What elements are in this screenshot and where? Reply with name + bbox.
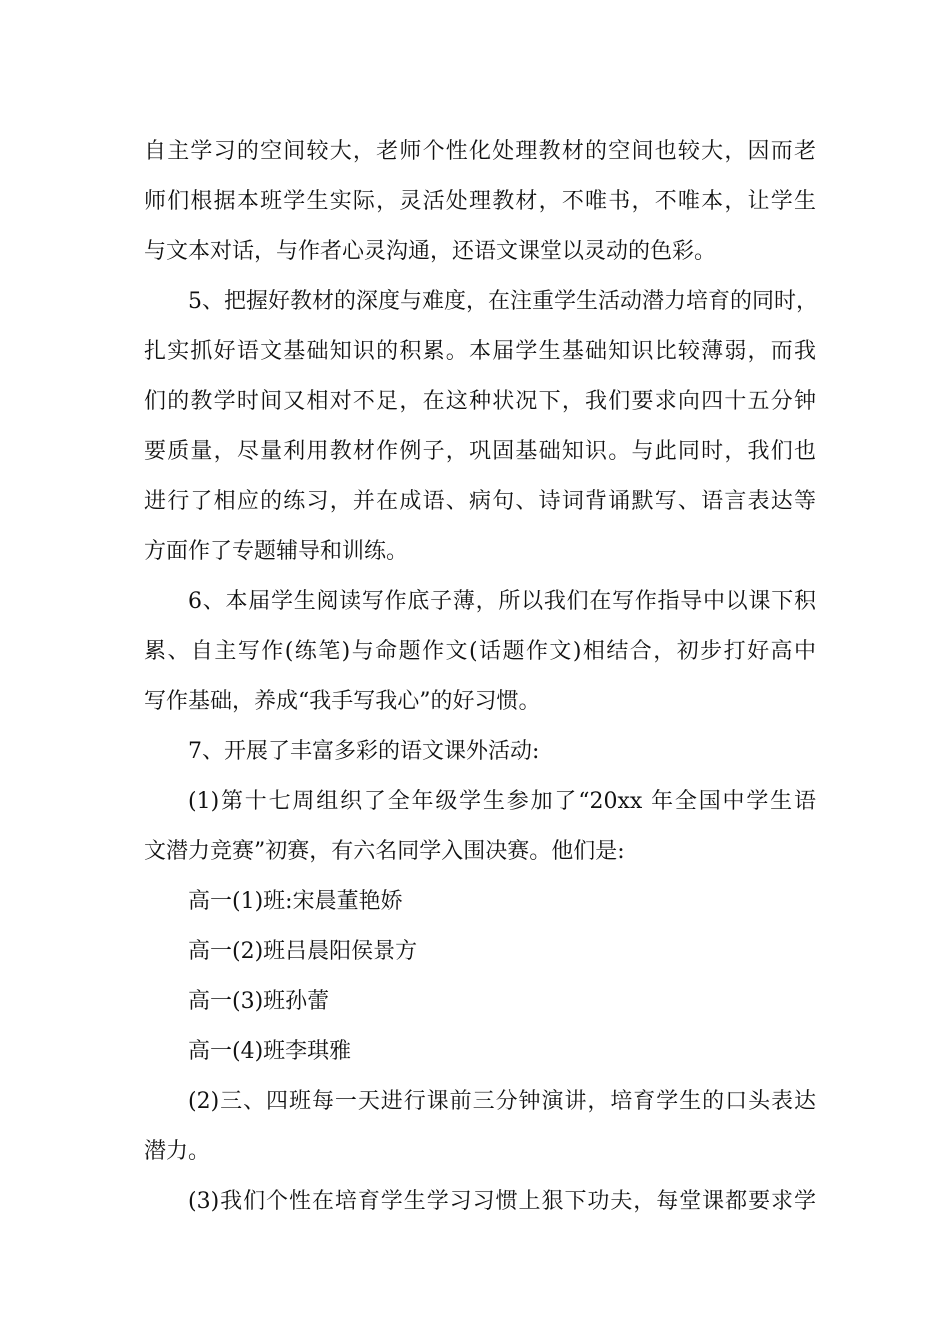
item-1-line-2: 文潜力竞赛”初赛，有六名同学入围决赛。他们是: — [144, 839, 625, 864]
item-1-line-1: (1)第十七周组织了全年级学生参加了“20xx 年全国中学生语 — [188, 789, 816, 814]
paragraph-5-line-2: 扎实抓好语文基础知识的积累。本届学生基础知识比较薄弱，而我 — [144, 339, 816, 364]
paragraph-5-line-5: 进行了相应的练习，并在成语、病句、诗词背诵默写、语言表达等 — [144, 489, 816, 514]
class-3-entry: 高一(3)班孙蕾 — [188, 989, 330, 1014]
paragraph-5-line-3: 们的教学时间又相对不足，在这种状况下，我们要求向四十五分钟 — [144, 389, 816, 414]
class-4-entry: 高一(4)班李琪雅 — [188, 1039, 352, 1064]
class-1-entry: 高一(1)班:宋晨董艳娇 — [188, 889, 403, 914]
class-2-entry: 高一(2)班吕晨阳侯景方 — [188, 939, 418, 964]
paragraph-6-line-3: 写作基础，养成“我手写我心”的好习惯。 — [144, 689, 541, 714]
text-line-3: 与文本对话，与作者心灵沟通，还语文课堂以灵动的色彩。 — [144, 239, 717, 264]
document-body — [144, 127, 816, 1227]
paragraph-6-line-2: 累、自主写作(练笔)与命题作文(话题作文)相结合，初步打好高中 — [144, 639, 816, 664]
text-line-2: 师们根据本班学生实际，灵活处理教材，不唯书，不唯本，让学生 — [144, 189, 816, 214]
text-line-1: 自主学习的空间较大，老师个性化处理教材的空间也较大，因而老 — [144, 139, 816, 164]
paragraph-6-line-1: 6、本届学生阅读写作底子薄，所以我们在写作指导中以课下积 — [188, 589, 816, 614]
item-2-line-2: 潜力。 — [144, 1139, 211, 1164]
paragraph-5-line-1: 5、把握好教材的深度与难度，在注重学生活动潜力培育的同时， — [188, 289, 818, 314]
paragraph-5-line-6: 方面作了专题辅导和训练。 — [144, 539, 409, 564]
paragraph-5-line-4: 要质量，尽量利用教材作例子，巩固基础知识。与此同时，我们也 — [144, 439, 816, 464]
item-2-line-1: (2)三、四班每一天进行课前三分钟演讲，培育学生的口头表达 — [188, 1089, 816, 1114]
item-3-line-1: (3)我们个性在培育学生学习习惯上狠下功夫，每堂课都要求学 — [188, 1189, 816, 1214]
paragraph-7-heading: 7、开展了丰富多彩的语文课外活动: — [188, 739, 540, 764]
